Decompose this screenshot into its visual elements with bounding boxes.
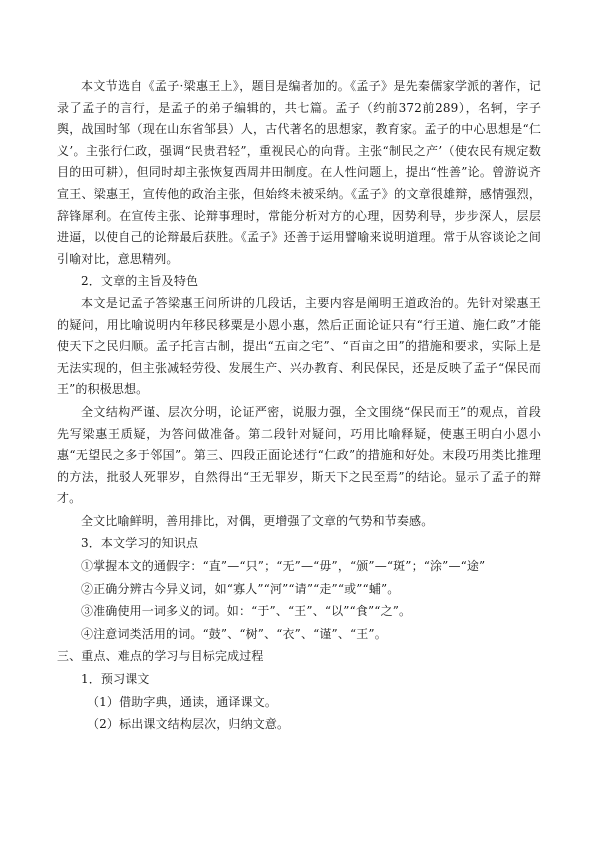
paragraph-rhetoric: 全文比喻鲜明，善用排比，对偶，更增强了文章的气势和节奏感。 <box>81 513 434 528</box>
document-body <box>57 76 541 736</box>
knowledge-item-2: ②正确分辨古今异义词，如“寡人”“河”“请”“走”“或”“蜅”。 <box>81 581 400 596</box>
paragraph-mencius-intro: 本文节选自《孟子·梁惠王上》，题目是编者加的。《孟子》是先秦儒家学派的著作，记录了孟子的言行，是孟子的弟子编辑的，共七篇。孟子（约前372前289），名轲，字子舆，战国时邹（现在山东省邹县）人，古代著名的思想家，教育家。孟子的中心思想是“仁义’。主张行仁政，强调“民贵君轻”，重视民心的向背。主张“制民之产’（使农民有规定数目的田可耕），但同时却主张恢复西周井田制度。在人性问题上，提出“性善”论。曾游说齐宣王、梁惠王，宣传他的政治主张，但始终未被采纳。《孟子》的文章很雄辩，感情强烈，辞锋犀利。在宣传主张、论辩事理时，常能分析对方的心理，因势利导，步步深人，层层进逼，以使自己的论辩最后获胜。《孟子》还善于运用譬喻来说明道理。常于从容谈论之间引喻对比，意思精列。 <box>57 79 541 266</box>
heading-knowledge-points: 3．本文学习的知识点 <box>81 536 199 551</box>
paragraph-main-content: 本文是记孟子答梁惠王问所讲的几段话，主要内容是阐明王道政治的。先针对梁惠王的疑问，用比喻说明内年移民移粟是小恩小惠，然后正面论证只有“行王道、施仁政”才能使天下之民归顺。孟子托言古制，提出“五亩之宅”、“百亩之田”的措施和要求，实际上是无法实现的，但主张减轻劳役、发展生产、兴办教育、利民保民，还是反映了孟子“保民而王”的积极思想。 <box>57 295 541 397</box>
heading-theme-and-features: 2．文章的主旨及特色 <box>81 274 199 289</box>
preview-step-1: （1）借助字典，通读，通译课文。 <box>87 694 278 709</box>
subheading-preview: 1．预习课文 <box>81 672 150 687</box>
knowledge-item-4: ④注意词类活用的词。“鼓”、“树”、“衣”、“谨”、“王”。 <box>81 626 387 641</box>
preview-step-2: （2）标出课文结构层次，归纳文意。 <box>87 717 290 732</box>
section-heading-3: 三、重点、难点的学习与目标完成过程 <box>57 649 264 664</box>
knowledge-item-3: ③准确使用一词多义的词。如：“于”、“王”、“以”“食”“之”。 <box>81 604 412 619</box>
knowledge-item-1: ①掌握本文的通假字：“直”—“只”；“无”—“毋”，“颁”—“斑”；“涂”—“途” <box>81 559 486 574</box>
paragraph-structure: 全文结构严谨、层次分明，论证严密，说服力强，全文围绕“保民而王”的观点，首段先写梁惠王质疑，为答问做准备。第二段针对疑问，巧用比喻释疑，使惠王明白小恩小惠“无望民之多于邻国”。第三、四段正面论述行“仁政”的措施和好处。末段巧用类比推理的方法，批驳人死罪岁，自然得出“王无罪岁，斯天下之民至焉”的结论。显示了孟子的辩才。 <box>57 404 541 506</box>
